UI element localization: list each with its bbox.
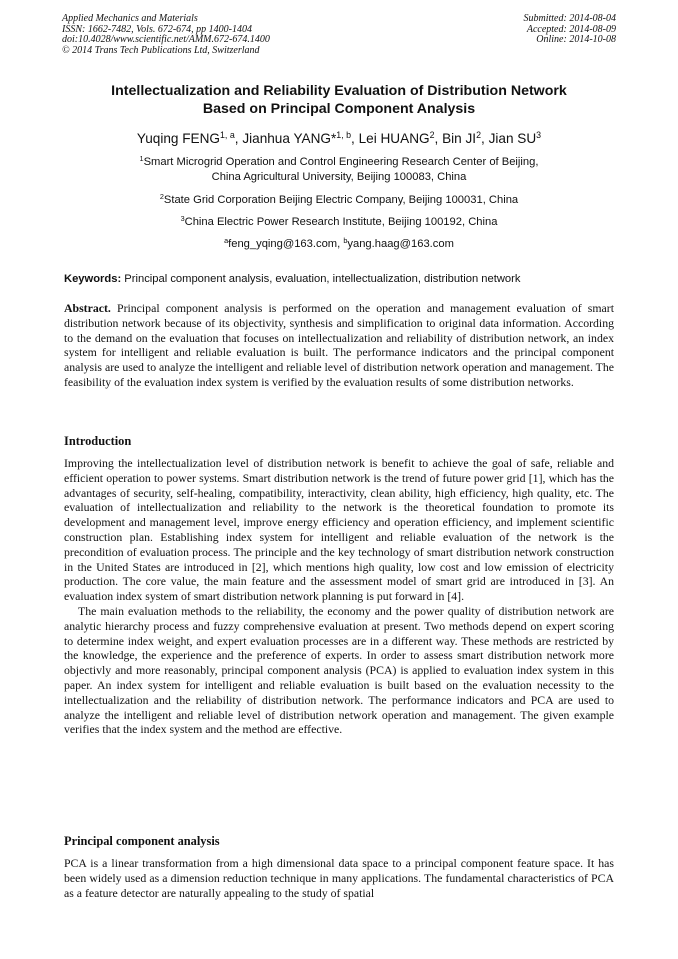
title-line-1: Intellectualization and Reliability Evaluation of Distribution Network bbox=[111, 83, 567, 99]
journal-info bbox=[62, 14, 270, 56]
journal-doi: doi:10.4028/www.scientific.net/AMM.672-674.1400 bbox=[62, 34, 270, 46]
author-emails: $^a$feng_yqing@163.com, $^b$yang.haag@163.com bbox=[224, 236, 454, 250]
author: Jianhua YANG*$^{1, b}$, bbox=[242, 130, 359, 146]
affiliation-3: $^3$China Electric Power Research Institute, Beijing 100192, China bbox=[180, 214, 498, 228]
paragraph: PCA is a linear transformation from a high dimensional data space to a principal component feature space. It has been widely used as a dimension reduction technique in many applications. The fundamental characteristics of PCA as a feature detector are naturally appealing to the study of spatial bbox=[64, 856, 614, 900]
affiliation-2: $^2$State Grid Corporation Beijing Electric Company, Beijing 100031, China bbox=[159, 192, 519, 206]
author: Yuqing FENG$^{1, a}$, bbox=[136, 130, 243, 146]
pca-body bbox=[64, 856, 614, 900]
submitted-date: Submitted: 2014-08-04 bbox=[523, 13, 616, 24]
email-b[interactable]: yang.haag@163.com bbox=[347, 238, 454, 250]
paragraph: Improving the intellectualization level of distribution network is benefit to achieve the goal of safe, reliable and efficient operation to power systems. Smart distribution network is the trend of future power grid [1], which has the advantages of security, self-healing, compatibility, interactivity, clean ability, high efficiency, high quality, etc. The evaluation of intellectualization and reliability to the network is the theoretical foundation to promote its development and management level, improve energy efficiency and operation efficiency, and implement scientific construction plan. Establishing index system for intelligent and reliable evaluation of the network is the precondition of evaluation process. The principle and the key technology of smart distribution network construction in the United States are introduced in [2], which mentions high quality, low cost and low emission of electricity production. The core value, the main feature and the assessment model of smart grid are introduced in [3]. An evaluation index system of smart distribution network planning is put forward in [4]. bbox=[64, 456, 614, 604]
journal-issn: ISSN: 1662-7482, Vols. 672-674, pp 1400-1404 bbox=[62, 23, 252, 35]
section-heading-introduction: Introduction bbox=[64, 434, 132, 448]
author: Jian $SU^3$ bbox=[488, 130, 542, 146]
author-list bbox=[40, 131, 638, 147]
journal-name: Applied Mechanics and Materials bbox=[62, 13, 198, 24]
author: Lei HUANG$^2$, bbox=[358, 130, 443, 146]
accepted-date: Accepted: 2014-08-09 bbox=[526, 23, 616, 35]
online-date: Online: 2014-10-08 bbox=[536, 34, 616, 46]
introduction-body bbox=[64, 456, 614, 737]
journal-copyright: © 2014 Trans Tech Publications Ltd, Switzerland bbox=[62, 44, 260, 56]
title-line-2: Based on Principal Component Analysis bbox=[202, 101, 476, 117]
keywords-label: Keywords: bbox=[64, 273, 122, 285]
abstract bbox=[64, 301, 614, 390]
submission-dates bbox=[524, 14, 617, 46]
paragraph: The main evaluation methods to the reliability, the economy and the power quality of distribution network are analytic hierarchy process and fuzzy comprehensive evaluation at present. Two methods depend on expert scoring to determine index weight, and expert evaluation processes are in a different way. These methods are restricted by the knowledge, the experience and the preference of experts. In order to assess smart distribution network more objectivly and more reasonably, principal component analysis (PCA) is applied to evaluation index system in this paper. An index system for intelligent and reliable evaluation is built based on the evaluation necessity to the intellectualization and the reliability of distribution network. The performance indicators and PCA are used to analyze the intelligent and reliable level of distribution network operation and management. The given example verifies that the index system and the method are effective. bbox=[64, 603, 614, 737]
section-heading-pca: Principal component analysis bbox=[64, 834, 220, 848]
abstract-text: Principal component analysis is performed on the operation and management evaluation of smart distribution network because of its objectivity, synthesis and simplification to original data information. According to the demand on the evaluation that focuses on intellectualization and reliability of distribution network, an index system for intelligent and reliable evaluation is built. The performance indicators and the principal component analysis are used to analyze the intelligent and reliable level of distribution network operation and management. The feasibility of the evaluation index system is verified by the evaluation results of some distribution networks. bbox=[64, 301, 614, 389]
paper-title bbox=[60, 82, 618, 118]
keywords bbox=[64, 272, 616, 286]
author: Bin $JI^2$, bbox=[442, 130, 489, 146]
affiliation-1: $^1$Smart Microgrid Operation and Control Engineering Research Center of Beijing, China Agricultural University, Beijing 100083, China bbox=[139, 154, 539, 183]
abstract-label: Abstract. bbox=[64, 301, 111, 315]
email-a[interactable]: feng_yqing@163.com bbox=[228, 238, 338, 250]
keywords-text: Principal component analysis, evaluation, intellectualization, distribution network bbox=[121, 273, 521, 285]
